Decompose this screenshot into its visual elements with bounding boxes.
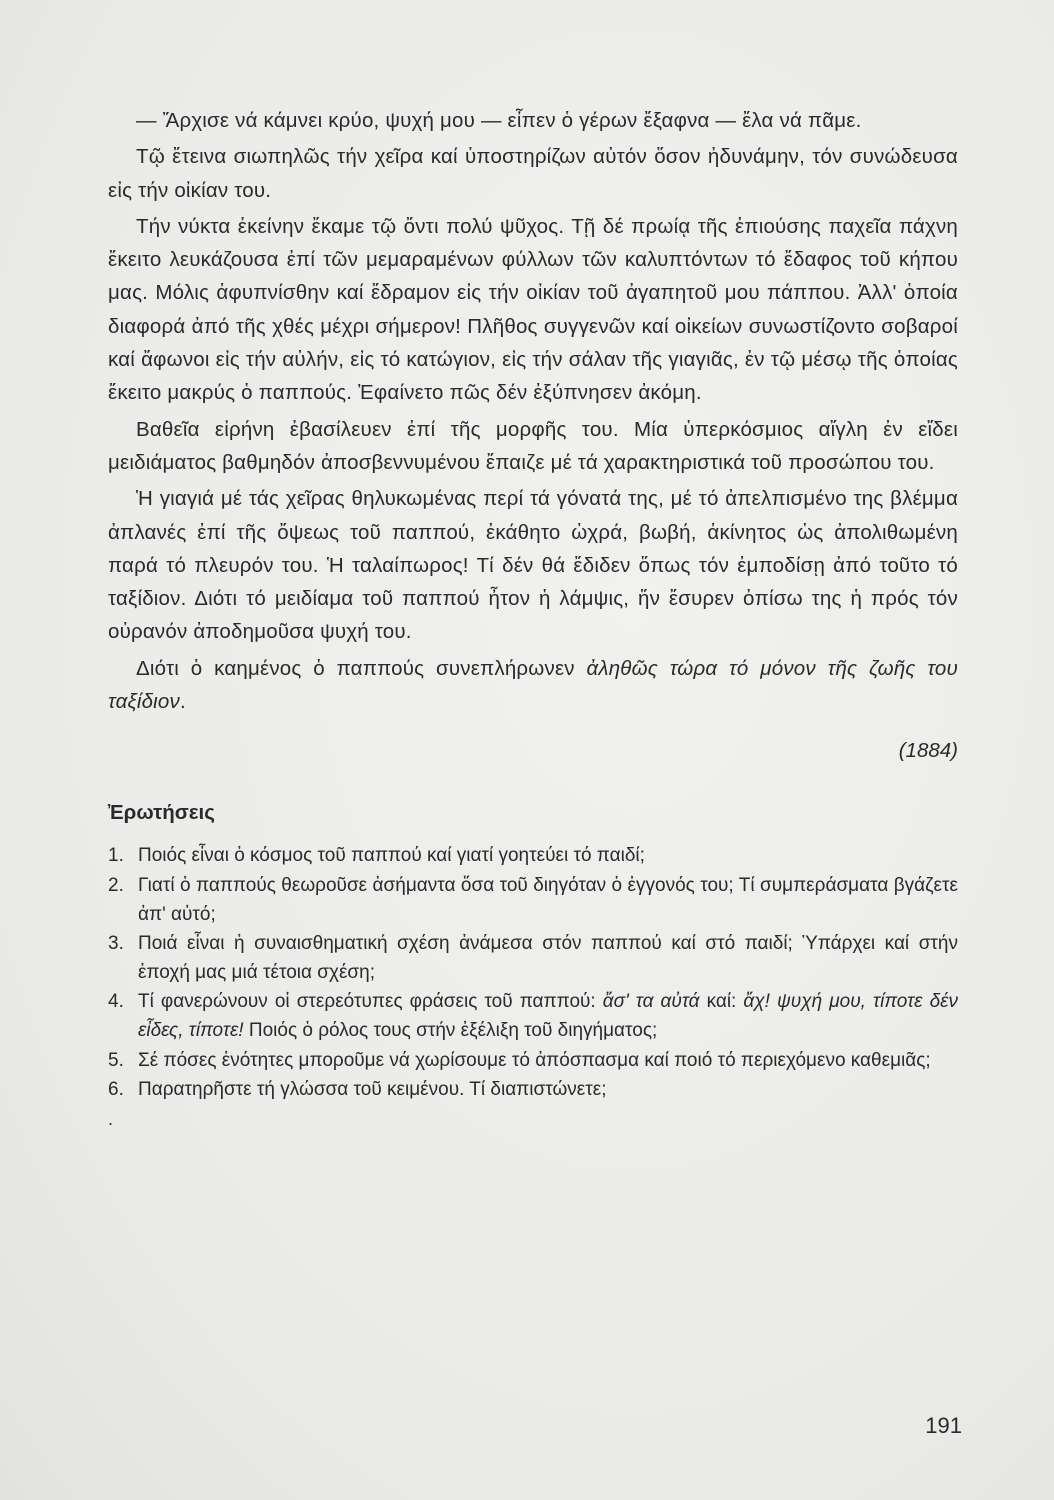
question-number: 6.	[108, 1079, 124, 1101]
page-number: 191	[925, 1413, 962, 1438]
paragraph-3: Τήν νύκτα ἐκείνην ἔκαμε τῷ ὄντι πολύ ψῦχος. Τῇ δέ πρωίᾳ τῆς ἐπιούσης παχεῖα πάχνη ἔκειτο λευκάζουσα ἐπί τῶν μεμαραμένων φύλλων τῶν καλυπτόντων τό ἔδαφος τοῦ κήπου μας. Μόλις ἀφυπνίσθην καί ἔδραμον εἰς τήν οἰκίαν τοῦ ἀγαπητοῦ μου πάππου. Ἀλλ' ὁποία διαφορά ἀπό τῆς χθές μέχρι σήμερον! Πλῆθος συγγενῶν καί οἰκείων συνωστίζοντο σοβαροί καί ἄφωνοι εἰς τήν αὐλήν, εἰς τό κατώγιον, εἰς τήν σάλαν τῆς γιαγιᾶς, ἐν τῷ μέσῳ τῆς ὁποίας ἔκειτο μακρύς ὁ παππούς. Ἐφαίνετο πῶς δέν ἐξύπνησεν ἀκόμη.	[108, 214, 958, 405]
question-item	[108, 988, 958, 1045]
paragraph-4: Βαθεῖα εἰρήνη ἐβασίλευεν ἐπί τῆς μορφῆς του. Μία ὑπερκόσμιος αἴγλη ἐν εἴδει μειδιάματος βαθμηδόν ἀποσβεννυμένου ἔπαιζε μέ τά χαρακτηριστικά τοῦ προσώπου του.	[108, 417, 958, 474]
questions-heading: Ἐρωτήσεις	[108, 801, 215, 825]
paragraph-6-italic: ἀληθῶς τώρα τό μόνον τῆς ζωῆς του ταξίδιον	[108, 656, 958, 714]
question-text: Ποιός εἶναι ὁ κόσμος τοῦ παππού καί γιατί γοητεύει τό παιδί;	[138, 845, 645, 867]
question-4-prefix: Τί φανερώνουν οἱ στερεότυπες φράσεις τοῦ παππού:	[138, 991, 603, 1013]
question-number: 3.	[108, 933, 124, 955]
questions-list	[108, 842, 958, 1104]
question-text: Ποιά εἶναι ἡ συναισθηματική σχέση ἀνάμεσα στόν παππού καί στό παιδί; Ὑπάρχει καί στήν ἐποχή μας μιά τέτοια σχέση;	[138, 933, 958, 983]
question-number: 2.	[108, 874, 124, 896]
paragraph-6-text: Διότι ὁ καημένος ὁ παππούς συνεπλήρωνεν	[136, 656, 587, 680]
question-item	[108, 1076, 958, 1105]
question-item	[108, 930, 958, 987]
question-text: Παρατηρῆστε τή γλώσσα τοῦ κειμένου. Τί διαπιστώνετε;	[138, 1079, 607, 1101]
question-4-suffix: Ποιός ὁ ρόλος τους στήν ἐξέλιξη τοῦ διηγήματος;	[243, 1019, 658, 1041]
paragraph-5: Ἡ γιαγιά μέ τάς χεῖρας θηλυκωμένας περί τά γόνατά της, μέ τό ἀπελπισμένο της βλέμμα ἀπλανές ἐπί τῆς ὄψεως τοῦ παππού, ἐκάθητο ὠχρά, βωβή, ἀκίνητος ὡς ἀπολιθωμένη παρά τό πλευρόν του. Ἡ ταλαίπωρος! Τί δέν θά ἔδιδεν ὅπως τόν ἐμποδίσῃ ἀπό τοῦτο τό ταξίδιον. Διότι τό μειδίαμα τοῦ παππού ἦτον ἡ λάμψις, ἥν ἔσυρεν ὀπίσω της ἡ πρός τόν οὐρανόν ἀποδημοῦσα ψυχή του.	[108, 487, 958, 644]
paragraph-6-end: .	[179, 690, 186, 714]
paragraph-6	[108, 652, 958, 719]
paragraph-2: Τῷ ἔτεινα σιωπηλῶς τήν χεῖρα καί ὑποστηρίζων αὐτόν ὅσον ἠδυνάμην, τόν συνώδευσα εἰς τήν οἰκίαν του.	[108, 145, 958, 202]
question-4-italic-1: ἄσ' τα αὐτά	[602, 991, 700, 1013]
question-text	[138, 988, 958, 1045]
question-item	[108, 842, 958, 871]
question-number: 1.	[108, 845, 124, 867]
text-column	[108, 104, 958, 1129]
question-4-mid: καί:	[699, 991, 744, 1013]
question-number: 5.	[108, 1049, 124, 1071]
question-text: Γιατί ὁ παππούς θεωροῦσε ἀσήμαντα ὅσα τοῦ διηγόταν ὁ ἐγγονός του; Τί συμπεράσματα βγάζετε ἀπ' αὐτό;	[138, 874, 958, 925]
question-text: Σέ πόσες ἑνότητες μποροῦμε νά χωρίσουμε τό ἀπόσπασμα καί ποιό τό περιεχόμενο καθεμιᾶς;	[138, 1049, 931, 1071]
trailing-dot: .	[108, 1108, 114, 1129]
question-number: 4.	[108, 991, 124, 1013]
publication-year: (1884)	[898, 739, 958, 763]
question-item	[108, 872, 958, 929]
paragraph-1: — Ἄρχισε νά κάμνει κρύο, ψυχή μου — εἶπεν ὁ γέρων ἔξαφνα — ἔλα νά πᾶμε.	[136, 109, 862, 132]
question-item	[108, 1047, 958, 1076]
question-4-italic-2: ἄχ! ψυχή μου, τίποτε δέν εἶδες, τίποτε!	[138, 991, 959, 1041]
